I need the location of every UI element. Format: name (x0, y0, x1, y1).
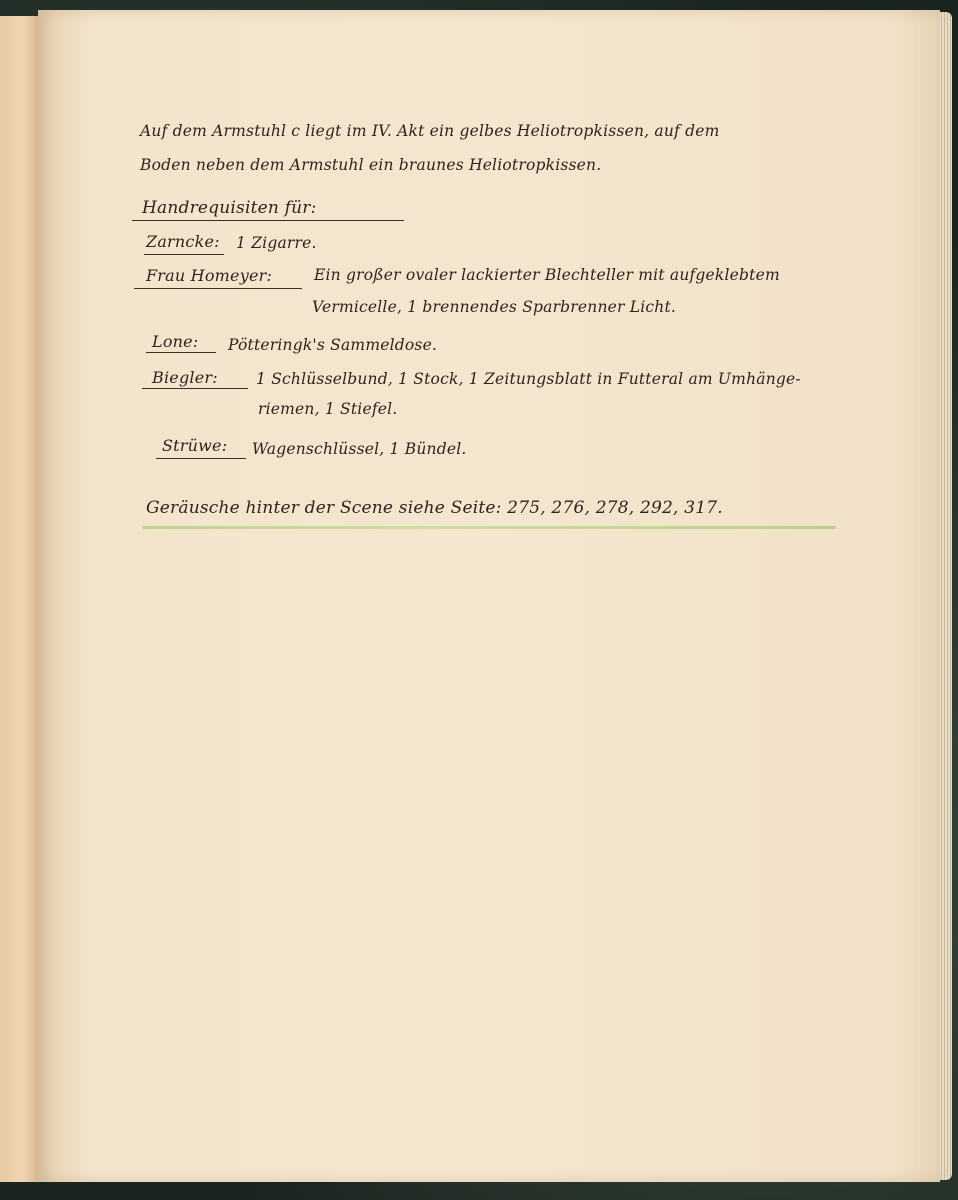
entry-name-underline (134, 288, 302, 289)
entry-name: Biegler: (152, 368, 218, 387)
manuscript-page (38, 10, 940, 1182)
heading: Handrequisiten für: (142, 198, 317, 218)
entry-text: Wagenschlüssel, 1 Bündel. (252, 440, 467, 458)
entry-name: Zarncke: (146, 232, 220, 251)
intro-line-1: Auf dem Armstuhl c liegt im IV. Akt ein gelbes Heliotropkissen, auf dem (140, 122, 720, 140)
footer-note: Geräusche hinter der Scene siehe Seite: 275, 276, 278, 292, 317. (146, 498, 723, 518)
left-page-edge (0, 16, 38, 1182)
entry-name-underline (142, 388, 248, 389)
entry-name-underline (156, 458, 246, 459)
entry-name: Frau Homeyer: (146, 266, 273, 285)
entry-name-underline (144, 254, 224, 255)
entry-text: Pötteringk's Sammeldose. (228, 336, 438, 354)
intro-line-2: Boden neben dem Armstuhl ein braunes Heliotropkissen. (140, 156, 602, 174)
entry-name: Strüwe: (162, 436, 228, 455)
heading-underline (132, 220, 404, 221)
entry-text: 1 Zigarre. (236, 234, 317, 252)
entry-text-continued: Vermicelle, 1 brennendes Sparbrenner Licht. (312, 298, 677, 316)
entry-name-underline (146, 352, 216, 353)
entry-text: 1 Schlüsselbund, 1 Stock, 1 Zeitungsblatt in Futteral am Umhänge- (256, 370, 801, 388)
green-underline (142, 526, 836, 529)
entry-name: Lone: (152, 332, 199, 351)
entry-text: Ein großer ovaler lackierter Blechteller mit aufgeklebtem (314, 266, 780, 284)
entry-text-continued: riemen, 1 Stiefel. (258, 400, 398, 418)
